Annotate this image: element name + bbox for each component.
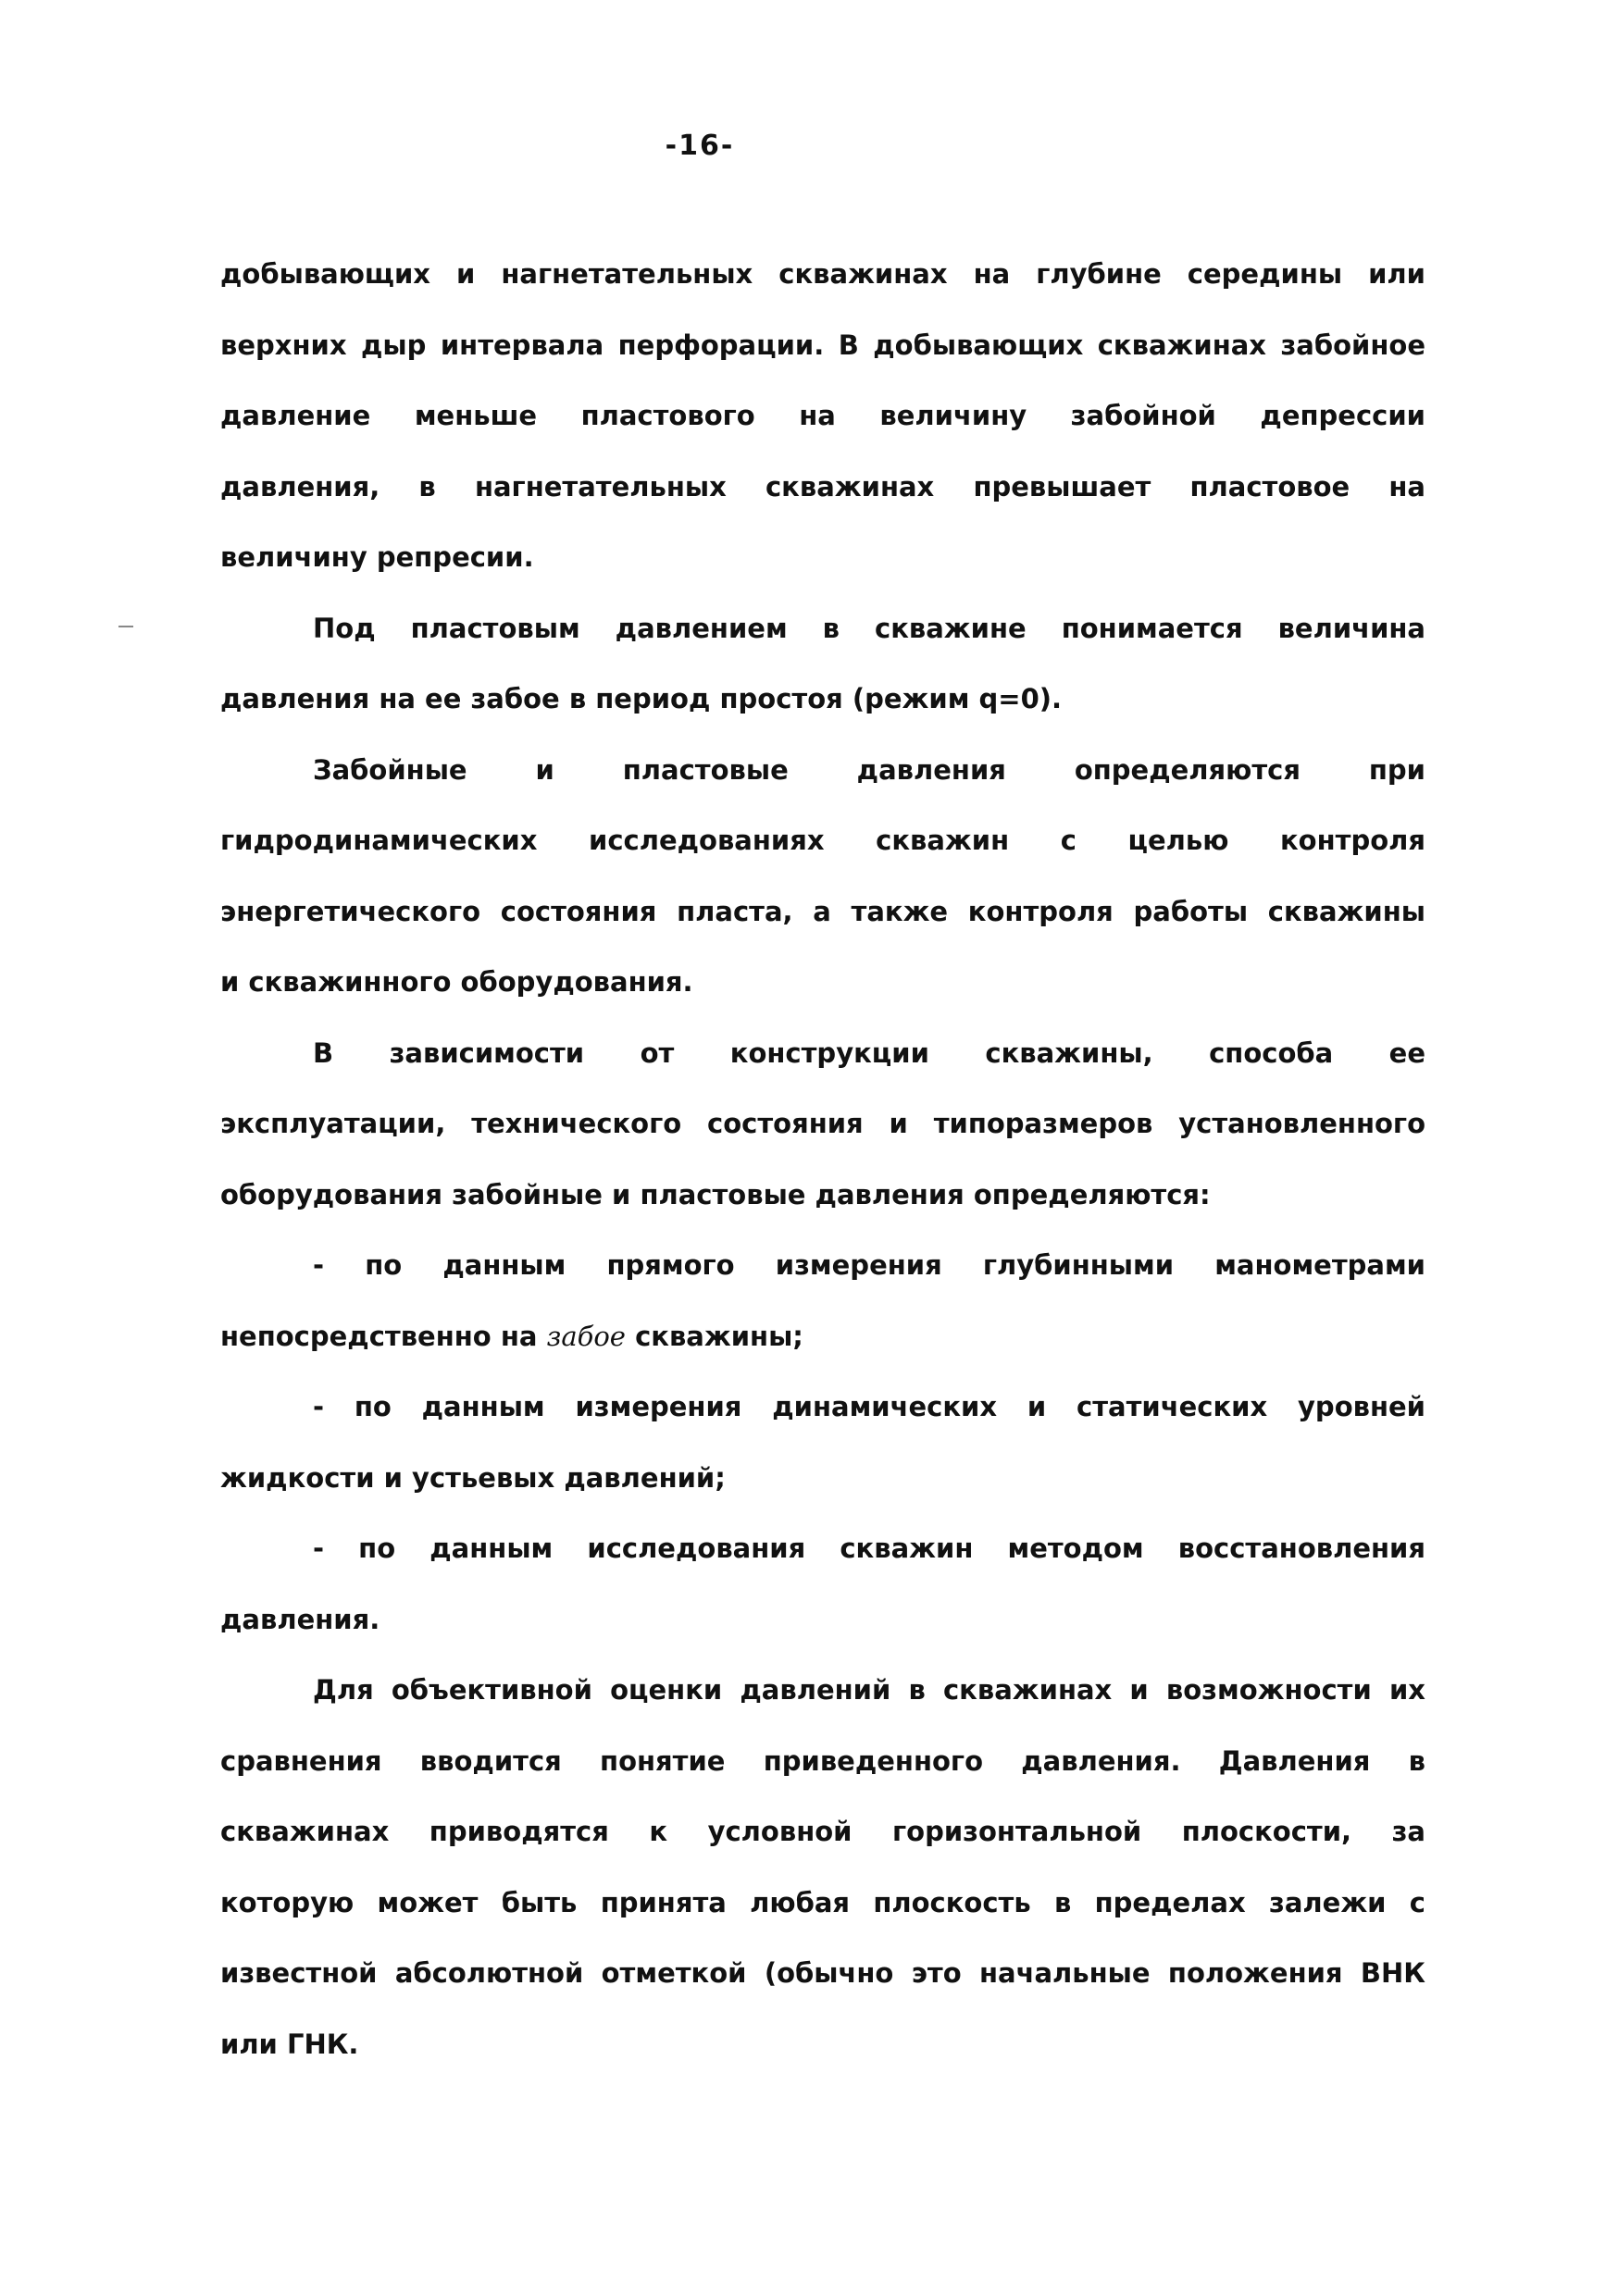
text-line: энергетического состояния пласта, а также контроля работы скважины — [220, 895, 1425, 927]
paragraph-4 — [220, 1018, 1425, 1231]
page-number: -16- — [665, 130, 735, 162]
text-line: и скважинного оборудования. — [220, 966, 693, 998]
text-line: Под пластовым давлением в скважине понимается величина — [313, 612, 1425, 644]
list-item-2 — [220, 1371, 1425, 1513]
text-line: жидкости и устьевых давлений; — [220, 1461, 726, 1494]
text-line: - по данным измерения динамических и статических уровней — [313, 1391, 1425, 1422]
text-line: Забойные и пластовые давления определяются при — [313, 753, 1425, 786]
text-line: давление меньше пластового на величину забойной депрессии — [220, 400, 1425, 431]
list-item-1 — [220, 1230, 1425, 1371]
paragraph-2 — [220, 593, 1425, 735]
text-line: - по данным исследования скважин методом восстановления — [313, 1533, 1425, 1564]
text-line: которую может быть принята любая плоскость в пределах залежи с — [220, 1886, 1425, 1918]
text-line: давления, в нагнетательных скважинах превышает пластовое на — [220, 470, 1425, 503]
text-line: известной абсолютной отметкой (обычно это начальные положения ВНК — [220, 1957, 1425, 1989]
text-line: сравнения вводится понятие приведенного давления. Давления в — [220, 1744, 1425, 1777]
handwritten-word: забое — [546, 1320, 626, 1352]
text-line: давления на ее забое в период простоя (режим q=0). — [220, 683, 1063, 714]
text-line: верхних дыр интервала перфорации. В добывающих скважинах забойное — [220, 329, 1425, 361]
text-line — [220, 1301, 1425, 1372]
paragraph-3 — [220, 735, 1425, 1018]
text-line: или ГНК. — [220, 2028, 359, 2060]
text-line: скважинах приводятся к условной горизонтальной плоскости, за — [220, 1816, 1425, 1847]
text-line: добывающих и нагнетательных скважинах на глубине середины или — [220, 258, 1425, 290]
margin-mark — [118, 626, 133, 627]
text-line: В зависимости от конструкции скважины, способа ее — [313, 1036, 1425, 1069]
text-line: - по данным прямого измерения глубинными манометрами — [313, 1249, 1425, 1281]
paragraph-1 — [220, 239, 1425, 593]
paragraph-5 — [220, 1655, 1425, 2079]
text-line: величину репресии. — [220, 541, 534, 573]
text-line: гидродинамических исследованиях скважин с целью контроля — [220, 825, 1425, 856]
text-line: давления. — [220, 1603, 380, 1635]
body-text — [220, 239, 1425, 2079]
text-line: эксплуатации, технического состояния и типоразмеров установленного — [220, 1108, 1425, 1139]
list-item-3 — [220, 1513, 1425, 1655]
text-line: оборудования забойные и пластовые давления определяются: — [220, 1178, 1211, 1210]
text-line: Для объективной оценки давлений в скважинах и возможности их — [313, 1674, 1425, 1706]
text-fragment: непосредственно на — [220, 1320, 538, 1352]
text-fragment: скважины; — [635, 1320, 803, 1352]
